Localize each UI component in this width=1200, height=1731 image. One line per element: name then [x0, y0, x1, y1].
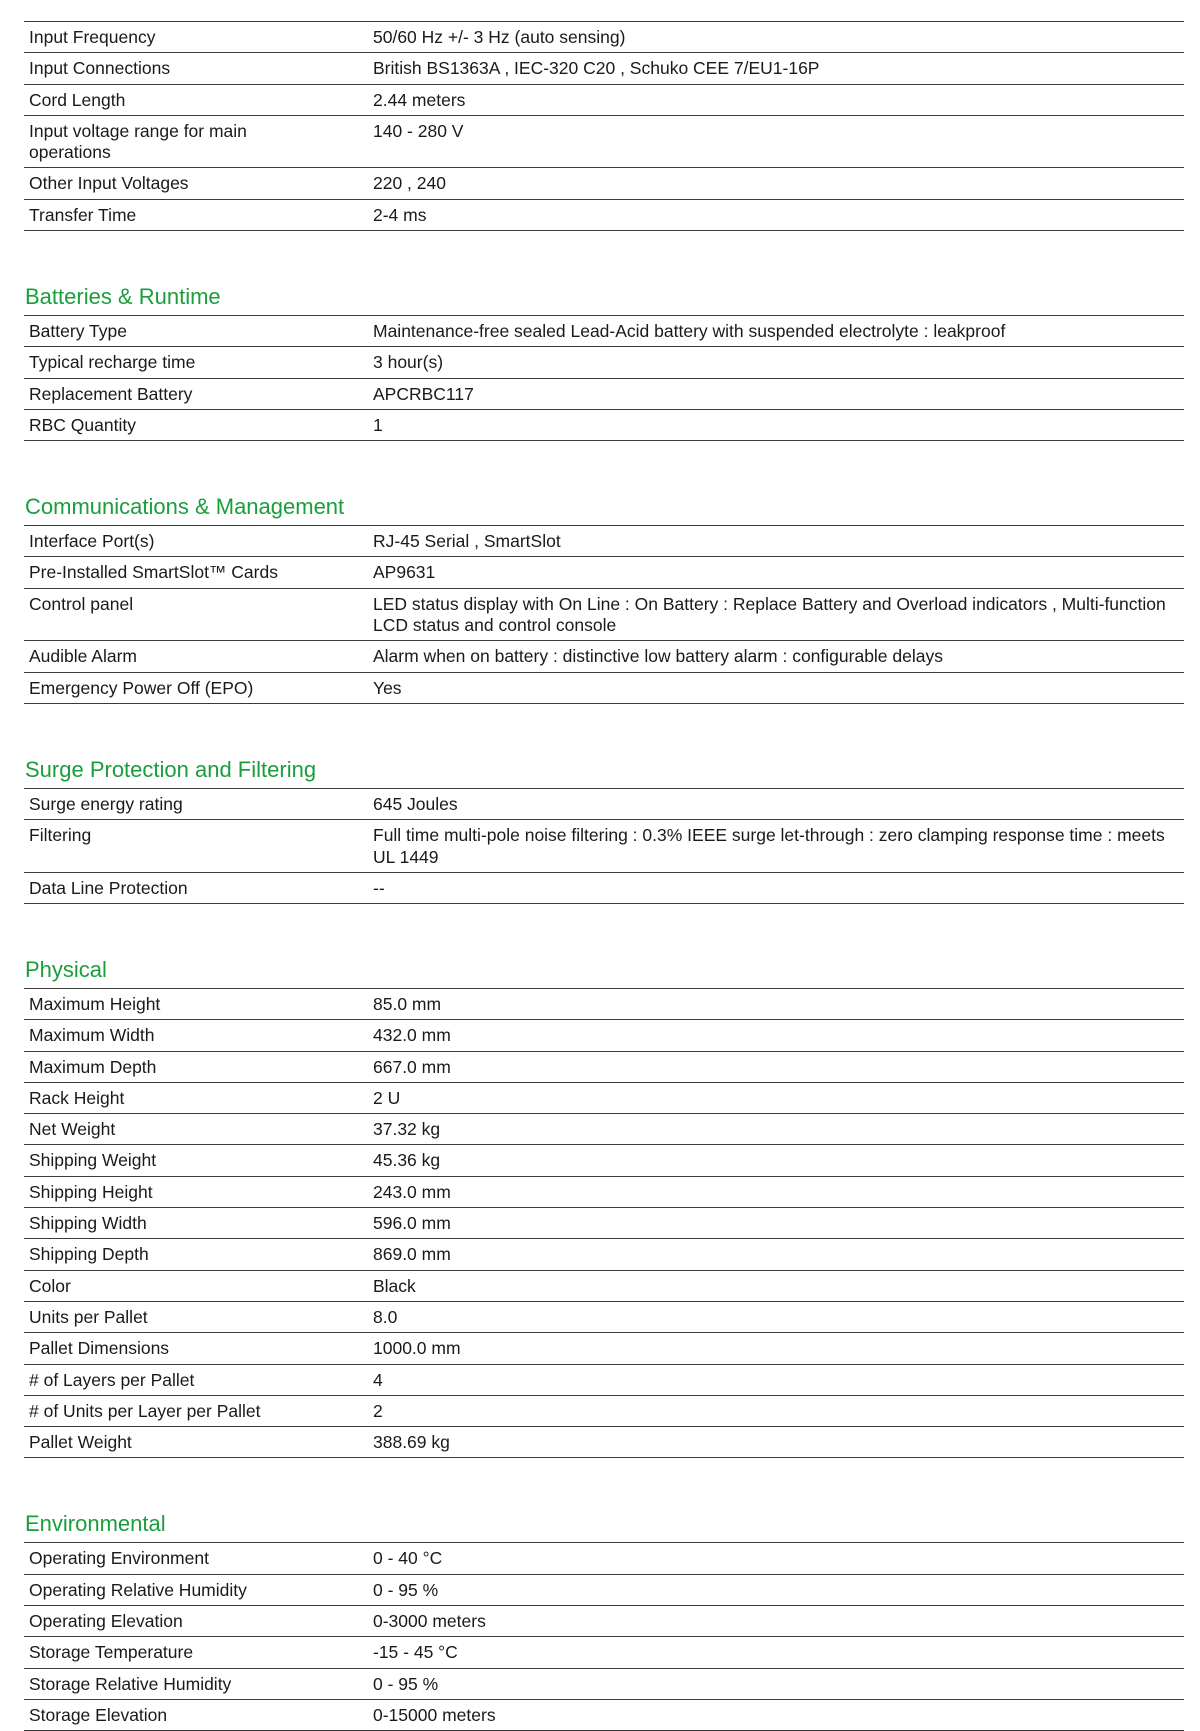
- spec-value: Alarm when on battery : distinctive low battery alarm : configurable delays: [373, 646, 943, 667]
- spec-value: 0 - 95 %: [373, 1673, 439, 1694]
- spec-label: # of Layers per Pallet: [29, 1369, 195, 1390]
- spec-table: [24, 788, 1184, 904]
- spec-table: [24, 525, 1184, 704]
- spec-row: [24, 1271, 1184, 1302]
- spec-value: 0-3000 meters: [373, 1611, 486, 1631]
- spec-row: [24, 589, 1184, 642]
- spec-row: [24, 526, 1184, 557]
- spec-label: Surge energy rating: [29, 793, 183, 814]
- spec-label: Interface Port(s): [29, 531, 155, 552]
- spec-label: Shipping Height: [29, 1181, 153, 1202]
- spec-section: [24, 495, 1184, 704]
- spec-value: British BS1363A , IEC-320 C20 , Schuko CEE 7/EU1-16P: [373, 58, 820, 79]
- spec-label: Pallet Dimensions: [29, 1338, 170, 1359]
- spec-value: Yes: [373, 677, 402, 698]
- spec-value: Maintenance-free sealed Lead-Acid battery with suspended electrolyte : leakproof: [373, 320, 1006, 341]
- spec-row: [24, 1145, 1184, 1176]
- spec-value: 85.0 mm: [373, 993, 442, 1014]
- spec-row: [24, 53, 1184, 84]
- spec-row: [24, 1083, 1184, 1114]
- spec-value: LED status display with On Line : On Battery : Replace Battery and Overload indicators , Multi-function LCD status and control console: [373, 593, 1166, 636]
- spec-label: Emergency Power Off (EPO): [29, 677, 254, 698]
- spec-value: 2-4 ms: [373, 204, 427, 225]
- spec-value: 0 - 40 °C: [373, 1548, 443, 1569]
- spec-row: [24, 1606, 1184, 1637]
- spec-row: [24, 316, 1184, 347]
- spec-section: [24, 1512, 1184, 1731]
- spec-row: [24, 557, 1184, 588]
- spec-row: [24, 22, 1184, 53]
- spec-value: 140 - 280 V: [373, 120, 464, 141]
- spec-label: Filtering: [29, 825, 92, 846]
- spec-value: 2.44 meters: [373, 89, 466, 110]
- spec-value: 37.32 kg: [373, 1119, 441, 1140]
- spec-row: [24, 1575, 1184, 1606]
- spec-label: Typical recharge time: [29, 352, 196, 373]
- spec-label: Shipping Depth: [29, 1244, 149, 1265]
- spec-row: [24, 1114, 1184, 1145]
- spec-label: Replacement Battery: [29, 383, 193, 404]
- spec-row: [24, 1208, 1184, 1239]
- spec-value: RJ-45 Serial , SmartSlot: [373, 531, 561, 552]
- spec-label: Operating Elevation: [29, 1611, 183, 1631]
- spec-value: 220 , 240: [373, 173, 446, 194]
- spec-row: [24, 1020, 1184, 1051]
- spec-value: --: [373, 877, 385, 898]
- spec-value: 432.0 mm: [373, 1025, 451, 1046]
- section-heading: Communications & Management: [25, 494, 345, 520]
- spec-label: Maximum Height: [29, 993, 161, 1014]
- spec-value: APCRBC117: [373, 383, 474, 404]
- spec-label: Transfer Time: [29, 204, 137, 225]
- spec-row: [24, 1302, 1184, 1333]
- spec-label: Units per Pallet: [29, 1306, 148, 1327]
- spec-label: # of Units per Layer per Pallet: [29, 1400, 261, 1421]
- spec-row: [24, 1177, 1184, 1208]
- spec-label: Rack Height: [29, 1087, 125, 1108]
- spec-value: 4: [373, 1369, 383, 1390]
- spec-row: [24, 1700, 1184, 1731]
- spec-label: Other Input Voltages: [29, 173, 189, 194]
- spec-row: [24, 1396, 1184, 1427]
- section-heading: Surge Protection and Filtering: [25, 756, 317, 782]
- spec-section: [24, 758, 1184, 904]
- spec-label: Shipping Width: [29, 1213, 147, 1234]
- spec-value: 388.69 kg: [373, 1432, 450, 1453]
- spec-value: 645 Joules: [373, 793, 458, 814]
- spec-label: Input Connections: [29, 58, 171, 79]
- spec-label: Cord Length: [29, 89, 126, 110]
- spec-table: [24, 988, 1184, 1458]
- spec-row: [24, 85, 1184, 116]
- spec-value: Full time multi-pole noise filtering : 0.3% IEEE surge let-through : zero clamping response time : meets UL 1449: [373, 825, 1165, 867]
- spec-row: [24, 347, 1184, 378]
- spec-value: 1000.0 mm: [373, 1338, 461, 1359]
- spec-label: Input Frequency: [29, 27, 156, 47]
- spec-row: [24, 1543, 1184, 1574]
- spec-row: [24, 641, 1184, 672]
- spec-value: 3 hour(s): [373, 352, 444, 373]
- spec-label: Color: [29, 1275, 71, 1296]
- spec-sheet: [24, 21, 1184, 1731]
- spec-label: Operating Relative Humidity: [29, 1579, 247, 1600]
- spec-value: 596.0 mm: [373, 1213, 451, 1234]
- spec-label: Maximum Width: [29, 1025, 155, 1046]
- spec-label: Pre-Installed SmartSlot™ Cards: [29, 562, 278, 583]
- spec-value: 0-15000 meters: [373, 1704, 496, 1725]
- spec-row: [24, 1669, 1184, 1700]
- spec-table: [24, 315, 1184, 441]
- spec-row: [24, 1427, 1184, 1458]
- spec-row: [24, 1333, 1184, 1364]
- spec-row: [24, 820, 1184, 873]
- spec-section: [24, 285, 1184, 441]
- spec-label: Shipping Weight: [29, 1150, 157, 1171]
- spec-label: Control panel: [29, 593, 134, 614]
- spec-label: Maximum Depth: [29, 1056, 157, 1077]
- spec-section: [24, 21, 1184, 231]
- spec-row: [24, 673, 1184, 704]
- spec-value: 667.0 mm: [373, 1056, 451, 1077]
- spec-row: [24, 789, 1184, 820]
- spec-value: 2 U: [373, 1087, 401, 1108]
- spec-value: 243.0 mm: [373, 1181, 451, 1202]
- spec-label: Storage Elevation: [29, 1704, 168, 1725]
- spec-row: [24, 379, 1184, 410]
- spec-row: [24, 410, 1184, 441]
- spec-row: [24, 873, 1184, 904]
- spec-value: 1: [373, 414, 383, 435]
- spec-label: Operating Environment: [29, 1548, 209, 1569]
- spec-value: Black: [373, 1275, 416, 1296]
- spec-row: [24, 1637, 1184, 1668]
- spec-row: [24, 1365, 1184, 1396]
- spec-row: [24, 116, 1184, 169]
- spec-row: [24, 1239, 1184, 1270]
- spec-label: Audible Alarm: [29, 646, 137, 667]
- spec-label: Storage Temperature: [29, 1642, 194, 1663]
- spec-value: 869.0 mm: [373, 1244, 451, 1265]
- spec-value: 8.0: [373, 1306, 398, 1327]
- spec-value: 50/60 Hz +/- 3 Hz (auto sensing): [373, 27, 626, 47]
- section-heading: Physical: [25, 956, 107, 982]
- spec-table: [24, 1542, 1184, 1731]
- spec-value: 2: [373, 1400, 383, 1421]
- spec-label: Input voltage range for main operations: [29, 120, 247, 163]
- section-heading: Batteries & Runtime: [25, 283, 221, 309]
- spec-row: [24, 200, 1184, 231]
- section-heading: Environmental: [25, 1511, 166, 1537]
- spec-value: 0 - 95 %: [373, 1579, 439, 1600]
- spec-section: [24, 958, 1184, 1458]
- spec-value: 45.36 kg: [373, 1150, 441, 1171]
- spec-row: [24, 168, 1184, 199]
- spec-label: Storage Relative Humidity: [29, 1673, 232, 1694]
- spec-label: Net Weight: [29, 1119, 116, 1140]
- spec-label: RBC Quantity: [29, 414, 136, 435]
- spec-value: -15 - 45 °C: [373, 1642, 458, 1663]
- spec-row: [24, 1052, 1184, 1083]
- spec-label: Data Line Protection: [29, 877, 188, 898]
- spec-row: [24, 989, 1184, 1020]
- spec-table: [24, 21, 1184, 231]
- spec-value: AP9631: [373, 562, 436, 583]
- spec-label: Battery Type: [29, 320, 127, 341]
- spec-label: Pallet Weight: [29, 1432, 132, 1453]
